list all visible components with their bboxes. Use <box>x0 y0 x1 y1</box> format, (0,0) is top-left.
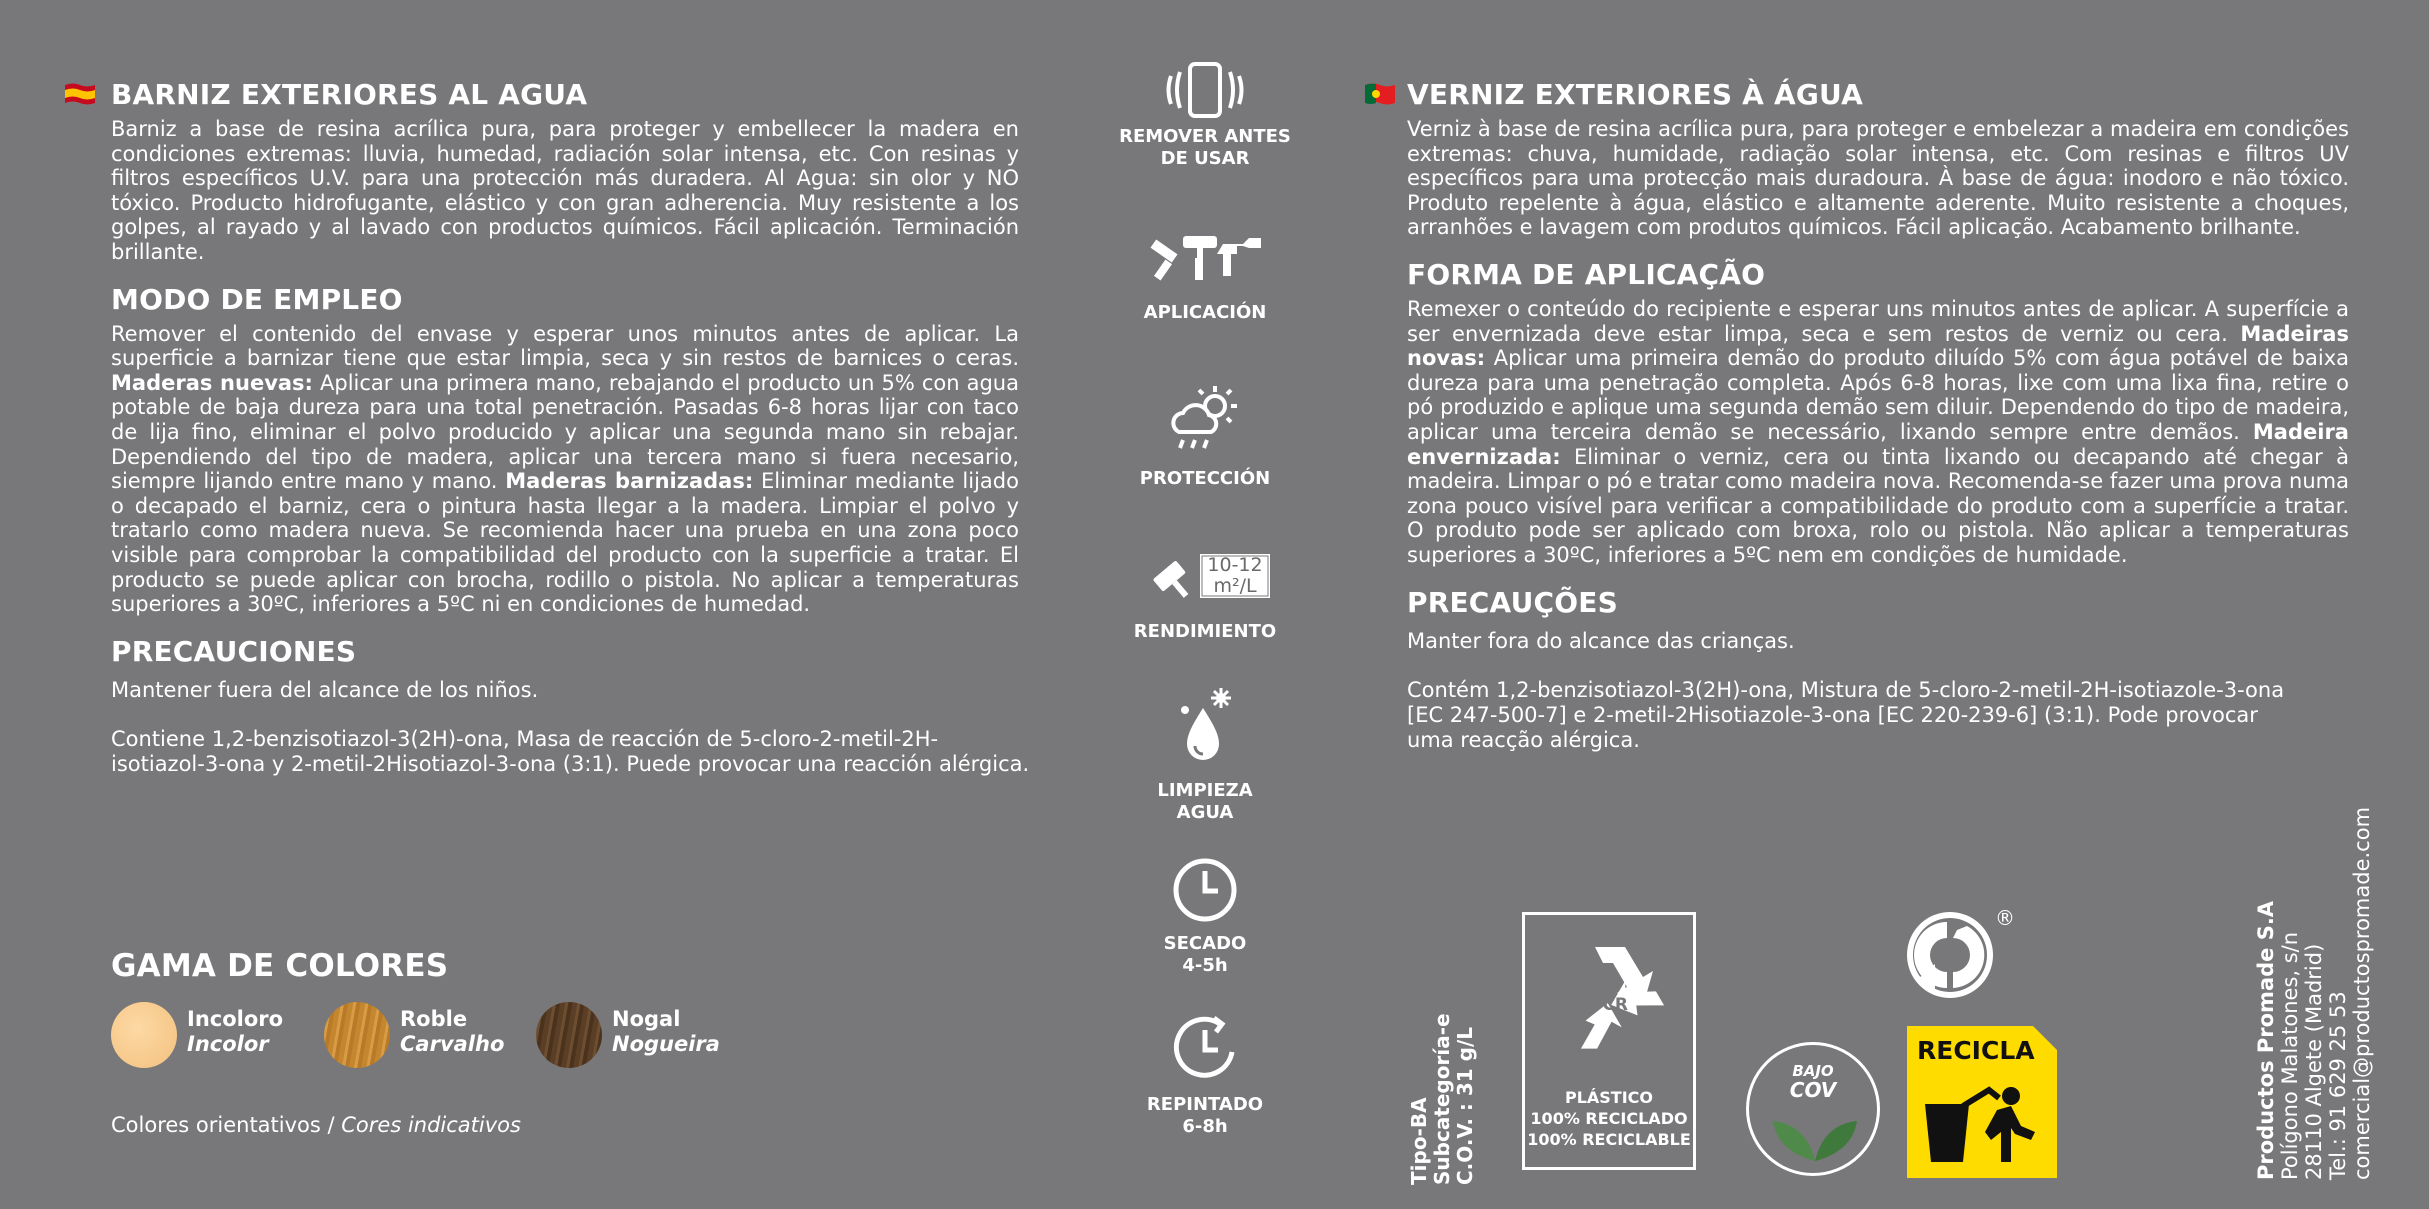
es-usage-new-label: Maderas nuevas: <box>111 370 313 395</box>
es-precautions-title: PRECAUCIONES <box>111 634 357 668</box>
pt-usage-title: FORMA DE APLICAÇÃO <box>1407 257 1766 291</box>
colors-note: Colores orientativos / Cores indicativos <box>111 1113 521 1137</box>
pt-usage-varn-label: Madeira envernizada: <box>1407 419 2349 469</box>
application-tools-icon <box>1145 226 1265 290</box>
recicla-label: RECICLA <box>1917 1036 2035 1065</box>
es-usage-varn: Eliminar mediante lijado o decapado el barniz, cera o pintura hasta llegar a la madera. Limpiar el polvo y tratarlo como madera nueva. Se recomienda hacer una prueba en una zona poco visible para comprobar la compatibilidad del producto con la superficie a tratar. El producto se puede aplicar con brocha, rodillo o pistola. No aplicar a temperaturas superiores a 30ºC, inferiores a 5ºC ni en condiciones de humedad. <box>111 469 1019 617</box>
swatch-roble <box>324 1002 390 1068</box>
pt-precautions-1: Manter fora do alcance das crianças. <box>1407 628 1795 653</box>
pt-precautions-2: Contém 1,2-benzisotiazol-3(2H)-ona, Mistura de 5-cloro-2-metil-2H-isotiazole-3-ona [EC 247-500-7] e 2-metil-2Hisotiazole-3-ona [EC 220-239-6] (3:1). Pode provocar uma reacção alérgica. <box>1407 677 2285 752</box>
leaves-icon <box>1769 1107 1861 1165</box>
swatch-label-nogal: Nogal Nogueira <box>612 1007 720 1056</box>
remove-label: REMOVER ANTES DE USAR <box>1119 126 1291 169</box>
yield-value: 10-12 m²/L <box>1207 554 1263 597</box>
recycled-plastic-box <box>1522 912 1696 1170</box>
es-usage <box>111 322 1019 617</box>
pt-column <box>1407 117 2349 753</box>
drying-clock-icon <box>1170 855 1240 929</box>
recicla-badge <box>1907 1026 2057 1178</box>
es-title: BARNIZ EXTERIORES AL AGUA <box>111 78 588 111</box>
drying-label: SECADO 4-5h <box>1163 933 1247 976</box>
weather-protection-icon <box>1165 382 1245 458</box>
portugal-flag-icon <box>1363 82 1397 104</box>
swatch-nogal <box>536 1002 602 1068</box>
repaint-clock-icon <box>1170 1012 1244 1088</box>
colors-title: GAMA DE COLORES <box>111 948 449 984</box>
es-precautions-1: Mantener fuera del alcance de los niños. <box>111 677 539 702</box>
yield-label: RENDIMIENTO <box>1133 621 1277 642</box>
green-dot-icon <box>1905 910 1995 1004</box>
es-usage-title: MODO DE EMPLEO <box>111 282 403 316</box>
water-cleaning-icon <box>1175 688 1235 768</box>
pt-usage-varn: Eliminar o verniz, cera ou tinta lixando ou decapando até chegar à madeira. Limpar o pó e tratar como madeira nova. Recomenda-se fazer uma prova numa zona pouco visível para verificar a compatibilidade do produto com a superfície a tratar. O produto pode ser aplicado com broxa, rolo ou pistola. Não aplicar a temperaturas superiores a 30ºC, inferiores a 5ºC nem em condições de humidade. <box>1407 444 2349 567</box>
remove-can-icon <box>1160 58 1250 126</box>
pt-usage <box>1407 297 2349 568</box>
swatch-label-incoloro: Incoloro Incolor <box>187 1007 284 1056</box>
swatch-label-roble: Roble Carvalho <box>400 1007 505 1056</box>
registered-mark: ® <box>1995 906 2015 930</box>
es-usage-new: Aplicar una primera mano, rebajando el producto un 5% con agua potable de baja dureza para una total penetración. Pasadas 6-8 horas lijar con taco de lija fino, eliminar el polvo producido y aplicar una segunda mano sin rebajar. Dependiendo del tipo de madera, aplicar una tercera mano si fuera necesario, siempre lijando entre mano y mano. <box>111 370 1019 494</box>
pt-title: VERNIZ EXTERIORES À ÁGUA <box>1407 78 1863 111</box>
pt-usage-new-label: Madeiras novas: <box>1407 321 2349 371</box>
bajo-cov-badge: BAJO COV <box>1746 1042 1880 1176</box>
pt-precautions-title: PRECAUÇÕES <box>1407 585 1618 619</box>
es-column <box>111 117 1030 777</box>
swatch-incoloro <box>111 1002 177 1068</box>
recycle-box-text: PLÁSTICO 100% RECICLADO 100% RECICLABLE <box>1527 1088 1691 1149</box>
pt-intro: Verniz à base de resina acrílica pura, para proteger e embelezar a madeira em condições extremas: chuva, humidade, radiação solar intensa, etc. Com resinas e filtros UV específicos para uma protecção mais duradoura. À base de água: inodoro e não tóxico. Produto repelente à água, elástico e altamente aderente. Muito resistente a choques, arranhões e lavagem com produtos químicos. Fácil aplicação. Acabamento brilhante. <box>1407 117 2349 240</box>
es-precautions-2: Contiene 1,2-benzisotiazol-3(2H)-ona, Masa de reacción de 5-cloro-2-metil-2H-isotiazol-3-ona y 2-metil-2Hisotiazol-3-ona (3:1). Puede provocar una reacción alérgica. <box>111 726 1030 776</box>
protection-label: PROTECCIÓN <box>1139 468 1271 489</box>
voc-info: Tipo-BA Subcategoría-e C.O.V. : 31 g/L <box>1407 1013 1477 1185</box>
pcr-label: PCR <box>1589 995 1629 1015</box>
spain-flag-icon <box>63 82 97 104</box>
pt-usage-intro: Remexer o conteúdo do recipiente e esperar uns minutos antes de aplicar. A superfície a ser envernizada deve estar limpa, seca e sem restos de verniz ou cera. <box>1407 296 2349 346</box>
cleaning-label: LIMPIEZA AGUA <box>1157 780 1253 823</box>
repaint-label: REPINTADO 6-8h <box>1146 1094 1264 1137</box>
es-usage-intro: Remover el contenido del envase y esperar unos minutos antes de aplicar. La superficie a barnizar tiene que estar limpia, seca y sin restos de barnices o ceras. <box>111 321 1019 371</box>
es-intro: Barniz a base de resina acrílica pura, para proteger y embellecer la madera en condiciones extremas: lluvia, humedad, radiación solar intensa, etc. Con resinas y filtros específicos U.V. para una protección más duradera. Al Agua: sin olor y NO tóxico. Producto hidrofugante, elástico y con gran adherencia. Muy resistente a los golpes, al rayado y al lavado con productos químicos. Fácil aplicación. Terminación brillante. <box>111 117 1019 264</box>
pt-usage-new: Aplicar uma primeira demão do produto diluído 5% com água potável de baixa dureza para uma penetração completa. Após 6-8 horas, lixe com uma lixa fina, retire o pó produzido e aplique uma segunda demão sem diluir. Dependendo do tipo de madeira, aplicar uma terceira demão se necessário, lixando sempre entre demãos. <box>1407 346 2349 444</box>
application-label: APLICACIÓN <box>1143 302 1267 323</box>
company-info: Productos Promade S.A Polígono Malatones, s/n 28110 Algete (Madrid) Tel.: 91 629 25 53 comercial@productospromade.com <box>2254 806 2374 1180</box>
es-usage-varn-label: Maderas barnizadas: <box>505 469 754 494</box>
